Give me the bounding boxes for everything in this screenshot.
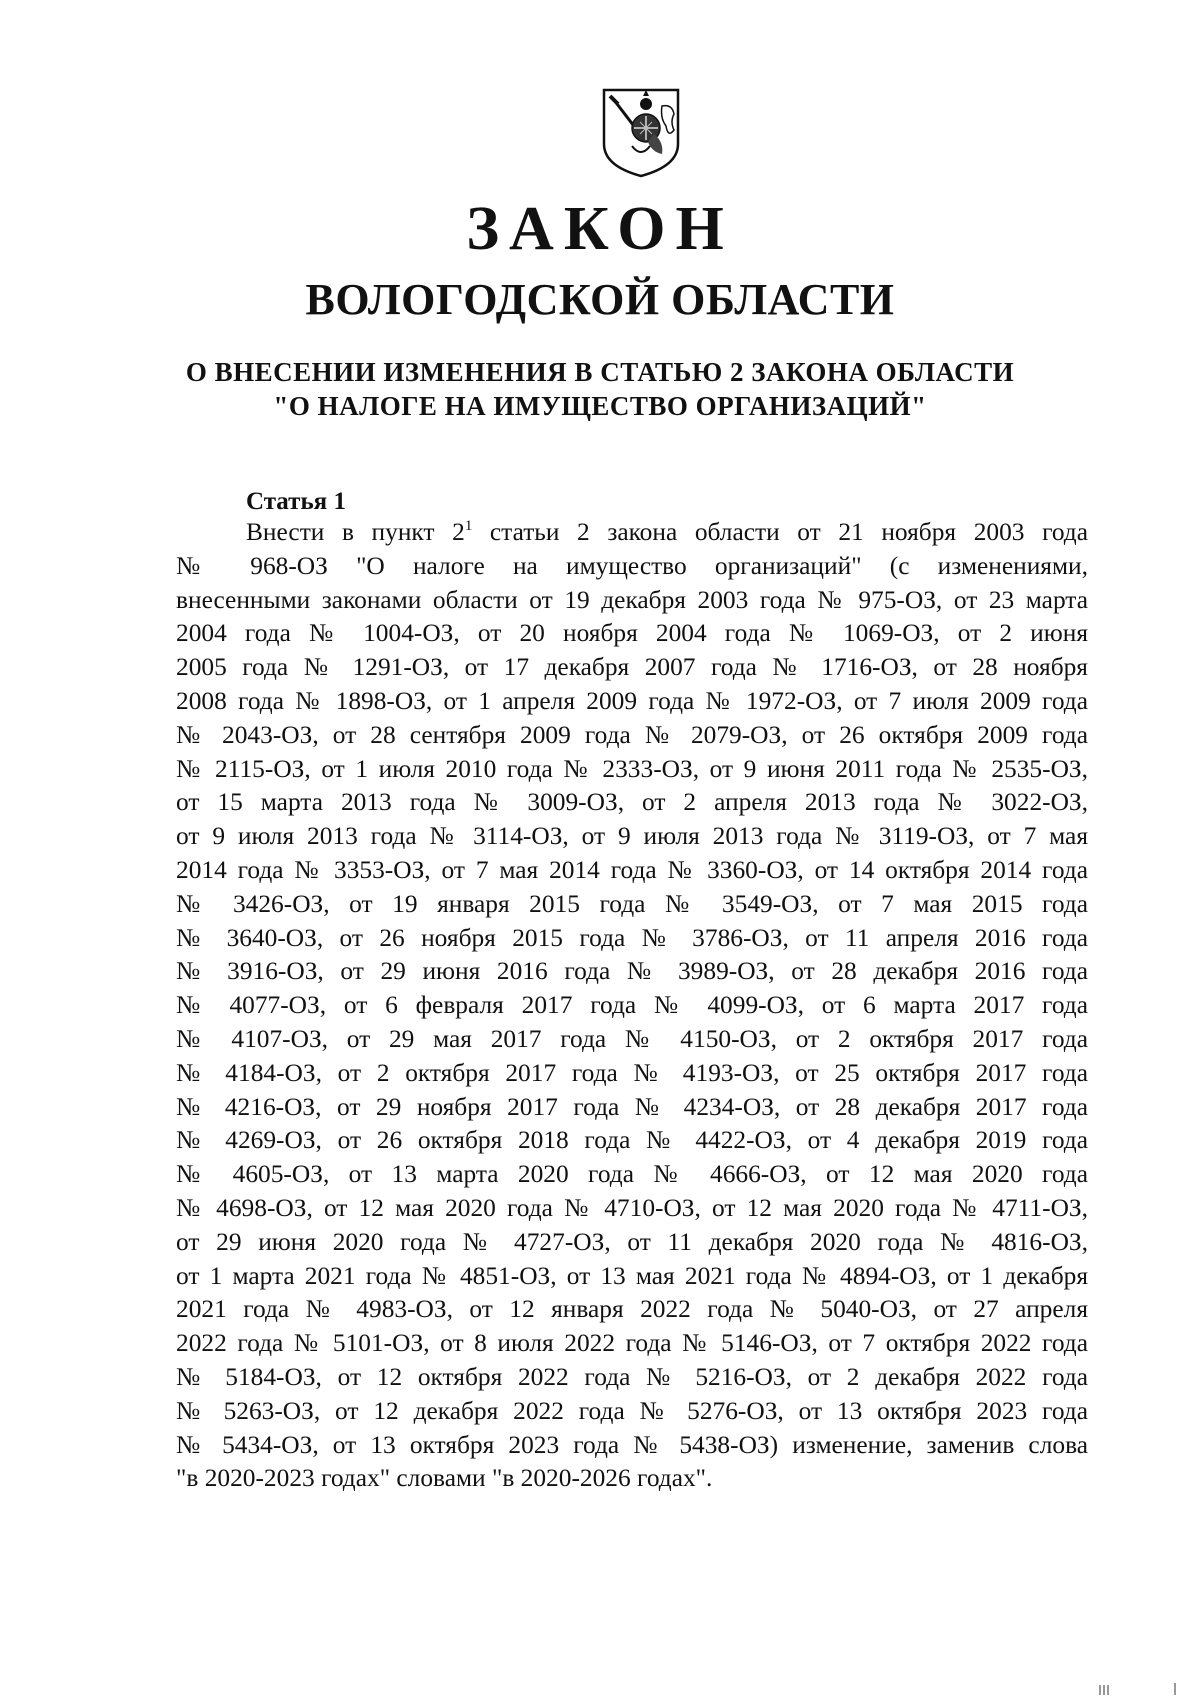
vologda-coat-of-arms-icon bbox=[600, 82, 682, 180]
article-line-first bbox=[176, 516, 1088, 550]
article-line: 2022 года № 5101-ОЗ, от 8 июля 2022 года № 5146-ОЗ, от 7 октября 2022 года bbox=[176, 1329, 1088, 1358]
law-name-line-2: "О НАЛОГЕ НА ИМУЩЕСТВО ОРГАНИЗАЦИЙ" bbox=[273, 391, 927, 421]
article-heading: Статья 1 bbox=[246, 488, 346, 515]
article-line-last: "в 2020-2023 годах" словами "в 2020-2026 годах". bbox=[176, 1464, 713, 1493]
article-line: 2005 года № 1291-ОЗ, от 17 декабря 2007 года № 1716-ОЗ, от 28 ноября bbox=[176, 653, 1088, 682]
article-line: № 4184-ОЗ, от 2 октября 2017 года № 4193-ОЗ, от 25 октября 2017 года bbox=[176, 1058, 1088, 1087]
article-line: № 3916-ОЗ, от 29 июня 2016 года № 3989-ОЗ, от 28 декабря 2016 года bbox=[176, 957, 1088, 986]
article-line: № 4269-ОЗ, от 26 октября 2018 года № 4422-ОЗ, от 4 декабря 2019 года bbox=[176, 1126, 1088, 1155]
article-line: № 2115-ОЗ, от 1 июля 2010 года № 2333-ОЗ, от 9 июня 2011 года № 2535-ОЗ, bbox=[176, 754, 1088, 783]
article-line: № 5263-ОЗ, от 12 декабря 2022 года № 5276-ОЗ, от 13 октября 2023 года bbox=[176, 1396, 1088, 1425]
article-line: 2021 года № 4983-ОЗ, от 12 января 2022 года № 5040-ОЗ, от 27 апреля bbox=[176, 1295, 1088, 1324]
point-superscript: 1 bbox=[464, 518, 473, 534]
article-line: № 4605-ОЗ, от 13 марта 2020 года № 4666-ОЗ, от 12 мая 2020 года bbox=[176, 1160, 1088, 1189]
first-line-start: Внести в пункт 2 bbox=[246, 518, 465, 546]
first-line-end: статьи 2 закона области от 21 ноября 2003 года bbox=[472, 518, 1088, 546]
article-line: № 3640-ОЗ, от 26 ноября 2015 года № 3786-ОЗ, от 11 апреля 2016 года bbox=[176, 923, 1088, 952]
article-line: от 15 марта 2013 года № 3009-ОЗ, от 2 апреля 2013 года № 3022-ОЗ, bbox=[176, 788, 1088, 817]
article-body bbox=[176, 516, 1088, 1496]
article-line: № 5184-ОЗ, от 12 октября 2022 года № 5216-ОЗ, от 2 декабря 2022 года bbox=[176, 1362, 1088, 1391]
article-line: 2008 года № 1898-ОЗ, от 1 апреля 2009 года № 1972-ОЗ, от 7 июля 2009 года bbox=[176, 686, 1088, 715]
region-subtitle: ВОЛОГОДСКОЙ ОБЛАСТИ bbox=[305, 275, 895, 324]
article-line: от 9 июля 2013 года № 3114-ОЗ, от 9 июля 2013 года № 3119-ОЗ, от 7 мая bbox=[176, 822, 1088, 851]
article-line: № 3426-ОЗ, от 19 января 2015 года № 3549-ОЗ, от 7 мая 2015 года bbox=[176, 889, 1088, 918]
article-line: № 5434-ОЗ, от 13 октября 2023 года № 5438-ОЗ) изменение, заменив слова bbox=[176, 1430, 1088, 1459]
scan-artifact bbox=[1098, 1682, 1178, 1694]
law-name-heading bbox=[0, 355, 1200, 423]
article-line: № 4698-ОЗ, от 12 мая 2020 года № 4710-ОЗ, от 12 мая 2020 года № 4711-ОЗ, bbox=[176, 1193, 1088, 1222]
article-line: 2004 года № 1004-ОЗ, от 20 ноября 2004 года № 1069-ОЗ, от 2 июня bbox=[176, 619, 1088, 648]
article-line: от 29 июня 2020 года № 4727-ОЗ, от 11 декабря 2020 года № 4816-ОЗ, bbox=[176, 1227, 1088, 1256]
article-line: внесенными законами области от 19 декабря 2003 года № 975-ОЗ, от 23 марта bbox=[176, 585, 1088, 614]
article-line: 2014 года № 3353-ОЗ, от 7 мая 2014 года № 3360-ОЗ, от 14 октября 2014 года bbox=[176, 855, 1088, 884]
article-line: № 4107-ОЗ, от 29 мая 2017 года № 4150-ОЗ, от 2 октября 2017 года bbox=[176, 1024, 1088, 1053]
law-name-line-1: О ВНЕСЕНИИ ИЗМЕНЕНИЯ В СТАТЬЮ 2 ЗАКОНА ОБЛАСТИ bbox=[185, 357, 1015, 387]
article-line: № 2043-ОЗ, от 28 сентября 2009 года № 2079-ОЗ, от 26 октября 2009 года bbox=[176, 720, 1088, 749]
article-line: № 4216-ОЗ, от 29 ноября 2017 года № 4234-ОЗ, от 28 декабря 2017 года bbox=[176, 1092, 1088, 1121]
article-line: № 4077-ОЗ, от 6 февраля 2017 года № 4099-ОЗ, от 6 марта 2017 года bbox=[176, 991, 1088, 1020]
document-title: ЗАКОН bbox=[466, 195, 734, 263]
article-line: № 968-ОЗ "О налоге на имущество организаций" (с изменениями, bbox=[176, 551, 1088, 580]
article-line: от 1 марта 2021 года № 4851-ОЗ, от 13 мая 2021 года № 4894-ОЗ, от 1 декабря bbox=[176, 1261, 1088, 1290]
